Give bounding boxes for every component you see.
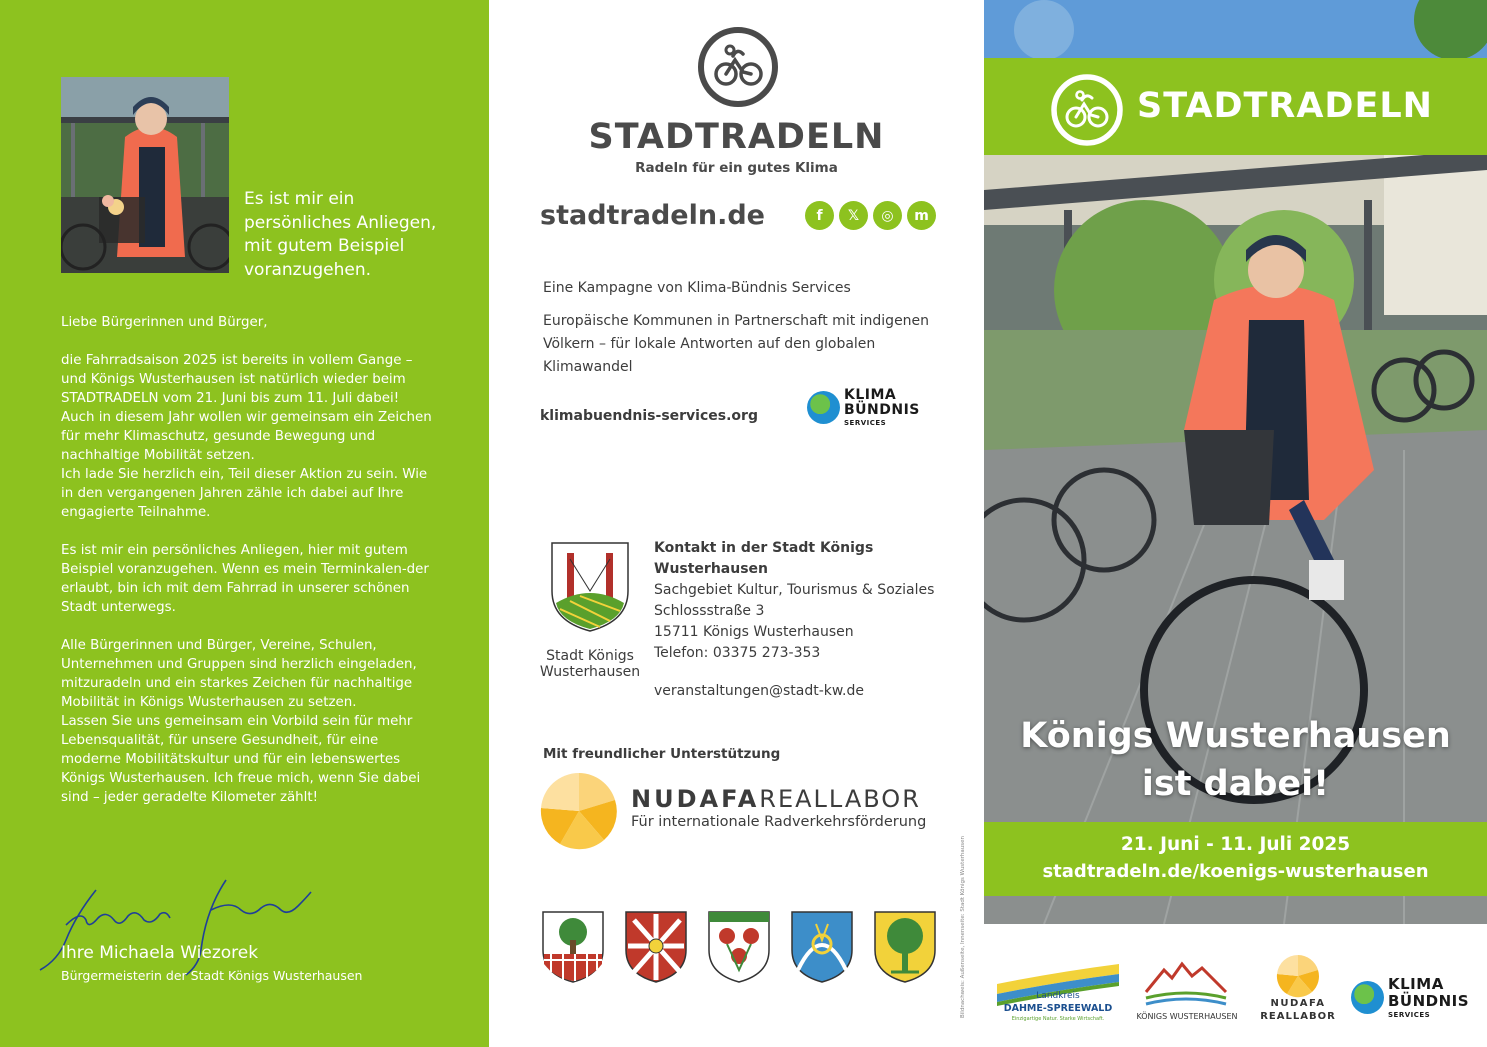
cover-headline xyxy=(984,712,1487,808)
nudafa-logo-name: NUDAFA xyxy=(1270,998,1326,1009)
instagram-icon[interactable]: ◎ xyxy=(873,201,902,230)
social-links xyxy=(805,201,936,230)
signer-role: Bürgermeisterin der Stadt Königs Wusterhausen xyxy=(61,968,363,983)
lds-name: DAHME-SPREEWALD xyxy=(1003,1003,1113,1014)
website-link[interactable]: stadtradeln.de xyxy=(540,200,765,231)
x-icon[interactable]: 𝕏 xyxy=(839,201,868,230)
kw-logo-name: KÖNIGS WUSTERHAUSEN xyxy=(1136,1012,1238,1021)
facebook-icon[interactable]: f xyxy=(805,201,834,230)
lds-name: Landkreis xyxy=(1036,991,1080,1001)
letter-paragraph: Es ist mir ein persönliches Anliegen, hier mit gutem Beispiel voranzugehen. Wenn es mein Terminkalen-der erlaubt, bin ich mit dem Fahrrad in unserer schönen Stadt unterwegs. xyxy=(61,543,429,615)
letter-paragraph: Ich lade Sie herzlich ein, Teil dieser Aktion zu sein. Wie in den vergangenen Jahren zähle ich dabei auf Ihre engagierte Teilnahme. xyxy=(61,467,428,520)
kb-logo-line: BÜNDNIS xyxy=(844,402,920,418)
mastodon-icon[interactable]: m xyxy=(907,201,936,230)
red-cross-coat-of-arms-icon xyxy=(624,910,688,984)
blue-coat-of-arms-icon xyxy=(790,910,854,984)
contact-department: Sachgebiet Kultur, Tourismus & Soziales xyxy=(654,582,935,598)
brand-title: STADTRADELN xyxy=(588,117,885,157)
contact-heading: Kontakt in der Stadt Königs Wusterhausen xyxy=(654,540,874,577)
district-coats-of-arms xyxy=(541,910,937,984)
mayor-letter xyxy=(61,313,433,826)
partner-text: Europäische Kommunen in Partnerschaft mit indigenen Völkern – für lokale Antworten auf den globalen Klimawandel xyxy=(543,313,930,375)
mayor-quote: Es ist mir ein persönliches Anliegen, mit gutem Beispiel voranzugehen. xyxy=(244,189,437,280)
klimabuendnis-logo xyxy=(1351,976,1469,1019)
brand-banner xyxy=(984,58,1487,155)
kb-logo-line: KLIMA xyxy=(844,387,897,403)
letter-paragraph: Alle Bürgerinnen und Bürger, Vereine, Schulen, Unternehmen und Gruppen sind herzlich eingeladen, mitzuradeln und ein starkes Zeichen für nachhaltige Mobilität in Königs Wusterhausen zu setzen. xyxy=(61,638,417,710)
lds-slogan: Einzigartige Natur. Starke Wirtschaft. xyxy=(1011,1016,1105,1022)
brand-subtitle: Radeln für ein gutes Klima xyxy=(635,160,838,176)
headline-line: ist dabei! xyxy=(1141,764,1330,804)
campaign-text: Eine Kampagne von Klima-Bündnis Services xyxy=(543,280,851,296)
klimabuendnis-logo xyxy=(807,388,920,427)
event-url[interactable]: stadtradeln.de/koenigs-wusterhausen xyxy=(1042,861,1429,882)
globe-icon xyxy=(1351,981,1384,1014)
left-panel xyxy=(0,0,489,1047)
letter-paragraph: Lassen Sie uns gemeinsam ein Vorbild sein für mehr Lebensqualität, für unsere Gesundheit, für eine moderne Mobilitätskultur und für ein lebenswertes Königs Wusterhausen. Ich freue mich, wenn Sie dabei sind – jeder geradelte Kilometer zählt! xyxy=(61,714,421,805)
kb-logo-line: BÜNDNIS xyxy=(1388,992,1470,1010)
nudafa-logo-name: REALLABOR xyxy=(1260,1011,1336,1022)
nudafa-title: NUDAFAREALLABOR xyxy=(631,785,921,813)
support-heading: Mit freundlicher Unterstützung xyxy=(543,746,781,762)
kb-logo-line: KLIMA xyxy=(1388,975,1444,993)
photo-credit: Bildnachweis: Außenseite, Innenseite: Stadt Königs Wusterhausen xyxy=(960,836,966,1018)
handwritten-signature xyxy=(36,870,326,980)
event-dates: 21. Juni - 11. Juli 2025 xyxy=(1120,834,1351,855)
stadtradeln-bike-icon xyxy=(697,26,779,108)
right-panel xyxy=(984,0,1487,1047)
sponsor-logos xyxy=(984,924,1487,1047)
kb-logo-line: SERVICES xyxy=(1388,1011,1431,1019)
banner-title: STADTRADELN xyxy=(1137,86,1433,126)
contact-street: Schlossstraße 3 xyxy=(654,603,765,619)
flower-coat-of-arms-icon xyxy=(707,910,771,984)
contact-email[interactable]: veranstaltungen@stadt-kw.de xyxy=(654,683,864,699)
nudafa-logo-icon xyxy=(540,772,618,850)
stadtradeln-bike-icon xyxy=(1050,73,1124,147)
kb-logo-line: SERVICES xyxy=(844,419,887,427)
date-bar xyxy=(984,822,1487,896)
signer-name: Ihre Michaela Wiezorek xyxy=(61,943,259,963)
yellow-tree-coat-of-arms-icon xyxy=(873,910,937,984)
nudafa-logo-icon xyxy=(1276,954,1320,998)
nudafa-subtitle: Für internationale Radverkehrsförderung xyxy=(631,814,927,830)
letter-paragraph: die Fahrradsaison 2025 ist bereits in vollem Gange – und Königs Wusterhausen ist natürlich wieder beim STADTRADELN vom 21. Juni bis zum 11. Juli dabei! Auch in diesem Jahr wollen wir gemeinsam ein Zeichen für mehr Klimaschutz, gesunde Bewegung und nachhaltige Mobilität setzen. xyxy=(61,353,432,463)
tree-coat-of-arms-icon xyxy=(541,910,605,984)
koenigs-wusterhausen-logo-icon xyxy=(1142,958,1230,1010)
contact-block xyxy=(654,538,984,702)
letter-salutation: Liebe Bürgerinnen und Bürger, xyxy=(61,315,268,330)
mayor-portrait-photo xyxy=(61,77,229,273)
klimabuendnis-link[interactable]: klimabuendnis-services.org xyxy=(540,408,758,424)
contact-city: 15711 Königs Wusterhausen xyxy=(654,624,854,640)
middle-panel xyxy=(489,0,984,1047)
headline-line: Königs Wusterhausen xyxy=(1020,716,1451,756)
city-name: Stadt Königs Wusterhausen xyxy=(539,648,641,680)
contact-phone[interactable]: Telefon: 03375 273-353 xyxy=(654,645,821,661)
kw-coat-of-arms-icon xyxy=(550,541,630,633)
globe-icon xyxy=(807,391,840,424)
